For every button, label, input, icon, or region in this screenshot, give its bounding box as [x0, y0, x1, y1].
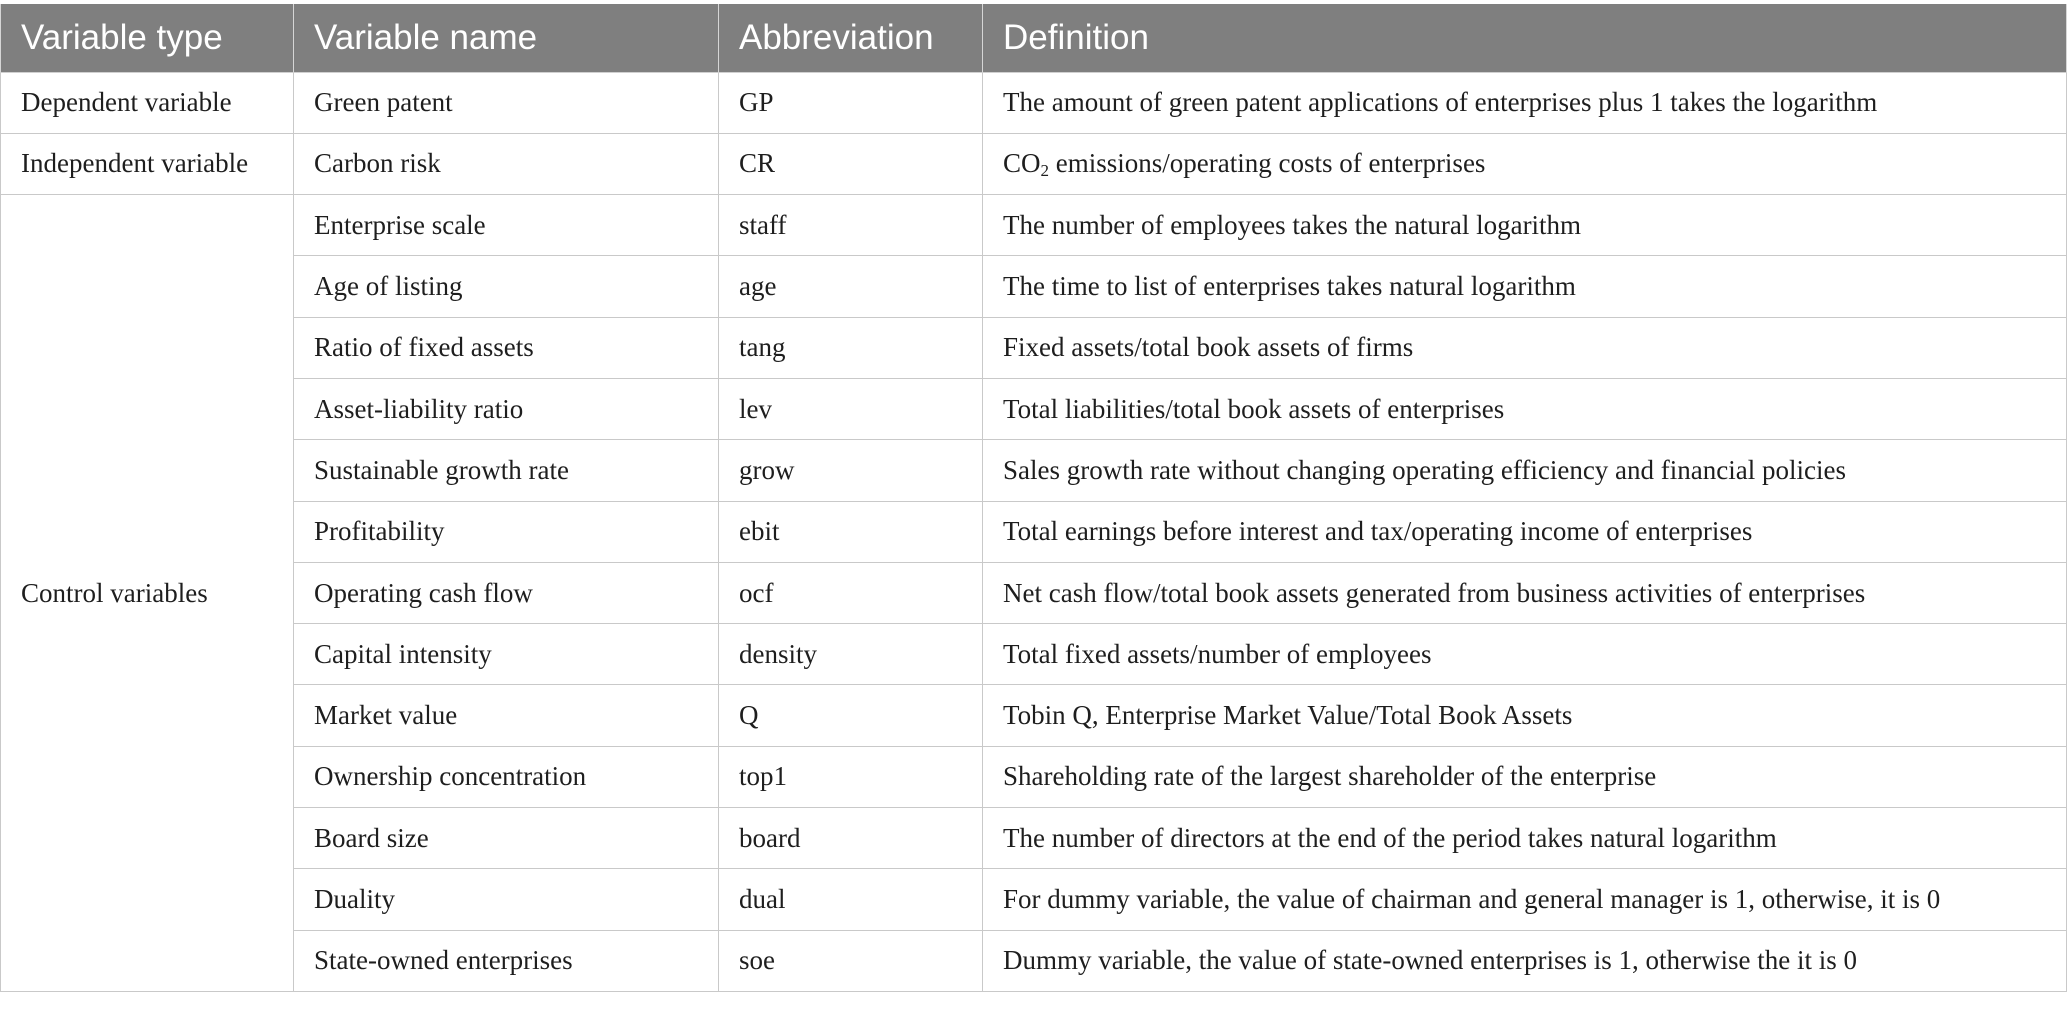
definition-cell: Dummy variable, the value of state-owned enterprises is 1, otherwise the it is 0 [983, 930, 2067, 991]
variable-name-cell: Profitability [294, 501, 719, 562]
definition-cell: Shareholding rate of the largest shareholder of the enterprise [983, 746, 2067, 807]
abbreviation-cell: lev [719, 378, 983, 439]
table-row [1, 133, 2067, 194]
definition-prefix: CO [1003, 148, 1041, 179]
table-row [1, 869, 2067, 930]
variable-type-cell: Independent variable [1, 133, 294, 194]
variable-name-cell: Ownership concentration [294, 746, 719, 807]
variables-table-container [0, 4, 2067, 992]
variable-name-cell: Board size [294, 808, 719, 869]
variable-name-cell: Capital intensity [294, 624, 719, 685]
definition-cell: For dummy variable, the value of chairman and general manager is 1, otherwise, it is 0 [983, 869, 2067, 930]
abbreviation-cell: staff [719, 195, 983, 256]
table-row [1, 685, 2067, 746]
definition-cell: Sales growth rate without changing operating efficiency and financial policies [983, 440, 2067, 501]
abbreviation-cell: GP [719, 72, 983, 133]
abbreviation-cell: dual [719, 869, 983, 930]
definition-cell: The number of directors at the end of the period takes natural logarithm [983, 808, 2067, 869]
variable-name-cell: Duality [294, 869, 719, 930]
variable-type-cell: Control variables [1, 195, 294, 992]
table-row [1, 72, 2067, 133]
abbreviation-cell: ocf [719, 562, 983, 623]
table-body [1, 72, 2067, 991]
table-row [1, 808, 2067, 869]
variable-name-cell: Asset-liability ratio [294, 378, 719, 439]
abbreviation-cell: age [719, 256, 983, 317]
table-row [1, 378, 2067, 439]
variable-name-cell: State-owned enterprises [294, 930, 719, 991]
table-row [1, 930, 2067, 991]
table-row [1, 562, 2067, 623]
abbreviation-cell: density [719, 624, 983, 685]
table-row [1, 256, 2067, 317]
table-row [1, 624, 2067, 685]
table-row [1, 195, 2067, 256]
table-row [1, 440, 2067, 501]
header-row [1, 4, 2067, 72]
variable-name-cell: Green patent [294, 72, 719, 133]
abbreviation-cell: CR [719, 133, 983, 194]
definition-cell: Fixed assets/total book assets of firms [983, 317, 2067, 378]
definition-cell: Total fixed assets/number of employees [983, 624, 2067, 685]
header-abbreviation: Abbreviation [719, 4, 983, 72]
definition-cell [983, 133, 2067, 194]
definition-cell: The time to list of enterprises takes natural logarithm [983, 256, 2067, 317]
definition-cell: Tobin Q, Enterprise Market Value/Total Book Assets [983, 685, 2067, 746]
table-row [1, 746, 2067, 807]
abbreviation-cell: Q [719, 685, 983, 746]
table-row [1, 317, 2067, 378]
variable-type-cell: Dependent variable [1, 72, 294, 133]
variable-name-cell: Age of listing [294, 256, 719, 317]
variable-name-cell: Operating cash flow [294, 562, 719, 623]
abbreviation-cell: tang [719, 317, 983, 378]
variable-name-cell: Sustainable growth rate [294, 440, 719, 501]
definition-cell: Net cash flow/total book assets generated from business activities of enterprises [983, 562, 2067, 623]
table-row [1, 501, 2067, 562]
variable-name-cell: Enterprise scale [294, 195, 719, 256]
variable-name-cell: Carbon risk [294, 133, 719, 194]
definition-cell: The number of employees takes the natural logarithm [983, 195, 2067, 256]
variables-table [0, 4, 2067, 992]
definition-cell: The amount of green patent applications of enterprises plus 1 takes the logarithm [983, 72, 2067, 133]
abbreviation-cell: soe [719, 930, 983, 991]
definition-suffix: emissions/operating costs of enterprises [1049, 148, 1486, 179]
header-variable-name: Variable name [294, 4, 719, 72]
definition-cell: Total earnings before interest and tax/operating income of enterprises [983, 501, 2067, 562]
definition-cell: Total liabilities/total book assets of enterprises [983, 378, 2067, 439]
definition-subscript: 2 [1040, 161, 1050, 181]
table-header [1, 4, 2067, 72]
abbreviation-cell: top1 [719, 746, 983, 807]
abbreviation-cell: grow [719, 440, 983, 501]
abbreviation-cell: board [719, 808, 983, 869]
header-definition: Definition [983, 4, 2067, 72]
header-variable-type: Variable type [1, 4, 294, 72]
variable-name-cell: Ratio of fixed assets [294, 317, 719, 378]
variable-name-cell: Market value [294, 685, 719, 746]
abbreviation-cell: ebit [719, 501, 983, 562]
